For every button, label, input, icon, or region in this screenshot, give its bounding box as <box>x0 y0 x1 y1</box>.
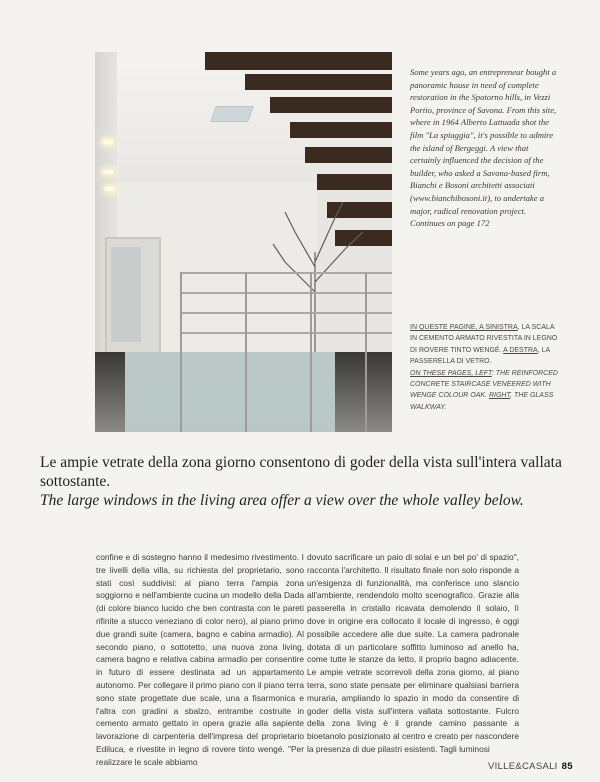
body-column-1: confine e di sostegno hanno il medesimo rivestimento. I tre livelli della villa, su richiesta del proprietario, sono stati così suddivisi: al piano terra l'ampia zona soggiorno e nell'ambiente cucina un modello della Dada (di colore bianco lucido che ben contrasta con le pareti rifinite a stucco veneziano di color nero), al piano primo due grandi suite (camera, bagno e cabina armadio). Al secondo piano, o sottotetto, una nuova zona living, camera bagno e relativa cabina armadio per consentire in futuro di essere destinata ad un appartamento autonomo. Per collegare il primo piano con il piano terra sono state progettate due scale, una a fisarmonica e l'altra con gradini a sbalzo, entrambe costruite in cemento armato gettato in opera grazie alla sapiente lavorazione di carpenteria dell'impresa del proprietario Ediluca, e rivestite in legno di rovere tinto wengé. "Per realizzare le scale abbiamo <box>96 552 304 767</box>
page-number: 85 <box>561 761 573 772</box>
english-summary-caption: Some years ago, an entrepreneur bought a panoramic house in need of complete restoration in the Spotorno hills, in Vezzi Portio, province of Savona. From this site, where in 1964 Alberto Lattuada shot the film "La spiaggia", it's possible to admire the island of Bergeggi. A view that certainly influenced the decision of the builder, who asked a Savona-based firm, Bianchi e Bosoni architetti associati (www.bianchibosoni.it), to undertake a major, radical renovation project. Continues on page 172 <box>410 67 557 229</box>
body-column-2: dovuto sacrificare un paio di solai e un bel po' di spazio", racconta l'architetto. Il risultato finale non solo risponde a un'esigenza di funzionalità, ma conferisce uno slancio all'ambiente, rendendolo molto scenografico. Grazie alla passerella in cristallo ricavata demolendo il solaio, lì dove in origine era collocato il locale di ingresso, è oggi possibile accedere alle due suite. La camera padronale dotata di un particolare soffitto luminoso ad anello ha, come tutte le stanze da letto, il proprio bagno adiacente. Le ampie vetrate scorrevoli della zona giorno, al piano terra, sono state pensate per eliminare qualsiasi barriera muraria, ampliando lo spazio in modo da consentire di goder della vista sull'intera vallata sottostante. Fulcro della zona living è il grande camino passante a bioetanolo posizionato al centro e creato per nascondere la presenza di due pilastri esistenti. Tagli luminosi <box>307 552 519 754</box>
pull-quote-english: The large windows in the living area offer a view over the whole valley below. <box>40 492 524 509</box>
picture-caption-english: ON THESE PAGES, LEFT: THE REINFORCED CONCRETE STAIRCASE VENEERED WITH WENGE COLOUR OAK. RIGHT, THE GLASS WALKWAY. <box>410 369 558 411</box>
picture-caption <box>410 322 560 413</box>
staircase-photo <box>95 52 392 432</box>
pull-quote <box>40 453 580 510</box>
pull-quote-italian: Le ampie vetrate della zona giorno consentono di goder della vista sull'intera vallata sottostante. <box>40 454 562 490</box>
glass-walkway <box>125 352 335 432</box>
magazine-name: VILLE&CASALI <box>488 761 558 772</box>
picture-caption-italian: IN QUESTE PAGINE, A SINISTRA, LA SCALA IN CEMENTO ARMATO RIVESTITA IN LEGNO DI ROVERE TINTO WENGÉ. A DESTRA, LA PASSERELLA DI VETRO. <box>410 324 558 366</box>
page-footer <box>488 761 573 772</box>
